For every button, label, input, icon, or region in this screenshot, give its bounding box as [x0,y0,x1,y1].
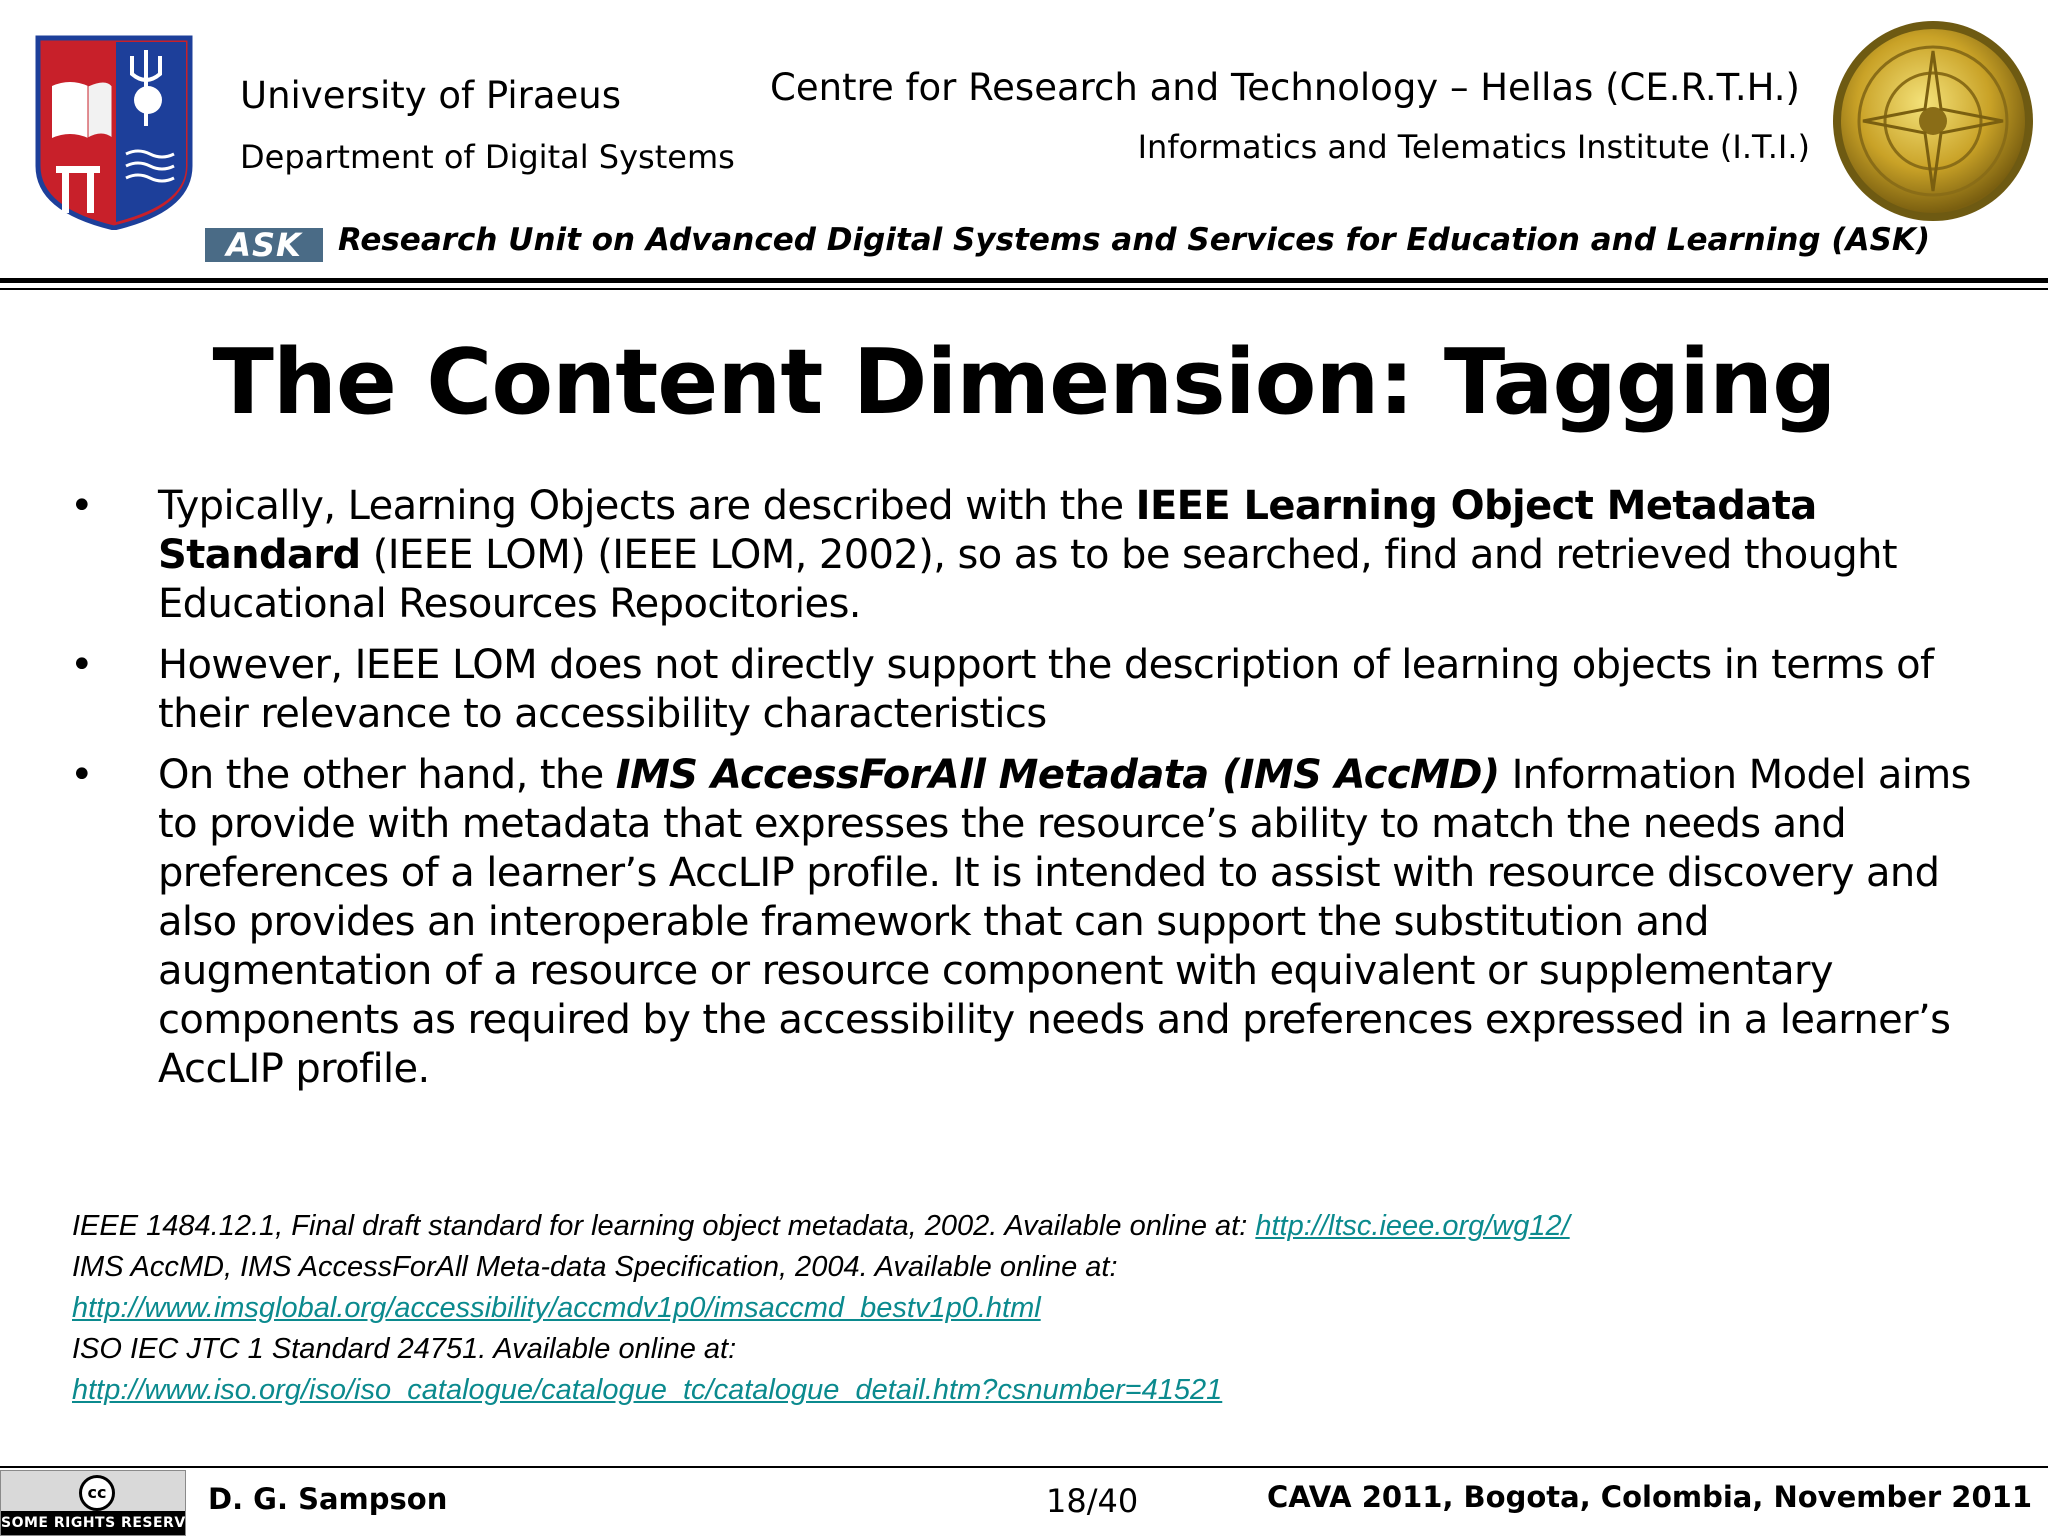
reference-item [72,1247,2032,1288]
bullet-item [70,751,1990,1094]
reference-item [72,1370,2032,1411]
slide-title: The Content Dimension: Tagging [212,330,1836,435]
reference-item [72,1288,2032,1329]
reference-link[interactable]: http://www.imsglobal.org/accessibility/accmdv1p0/imsaccmd_bestv1p0.html [72,1292,1041,1324]
bullet-item [70,641,1990,739]
creative-commons-badge[interactable] [0,1470,208,1536]
footer-author: D. G. Sampson [208,1482,448,1516]
reference-text: IMS AccMD, IMS AccessForAll Meta-data Specification, 2004. Available online at: [72,1251,1118,1283]
ask-badge: ASK [205,228,323,262]
bullet-text: Information Model aims to provide with metadata that expresses the resource’s ability to match the needs and preferences of a learner’s AccLIP profile. It is intended to assist with resource discovery and also provides an interoperable framework that can support the substitution and augmentation of a resource or resource component with equivalent or supplementary components as required by the accessibility needs and preferences expressed in a learner’s AccLIP profile. [158,752,1971,1092]
research-unit-name: Research Unit on Advanced Digital Systems and Services for Education and Learning (ASK) [338,222,1931,258]
certh-seal-icon [1828,16,2038,226]
bullet-item [70,482,1990,629]
bullet-list [70,482,1990,1106]
bullet-icon: • [70,483,93,529]
bullet-bold-italic-text: IMS AccessForAll Metadata (IMS AccMD) [615,752,1500,798]
cc-icon: cc [79,1475,115,1511]
page-number: 18/40 [1046,1482,1139,1520]
bullet-text: On the other hand, the [158,752,616,798]
university-name: University of Piraeus [240,74,621,117]
reference-text: IEEE 1484.12.1, Final draft standard for learning object metadata, 2002. Available online at: [72,1210,1256,1242]
header-divider [0,278,2048,283]
reference-text: ISO IEC JTC 1 Standard 24751. Available online at: [72,1333,737,1365]
bullet-bold-text: IEEE Learning Object Metadata Standard [158,483,1817,578]
reference-item [72,1329,2032,1370]
bullet-text: (IEEE LOM) (IEEE LOM, 2002), so as to be searched, find and retrieved thought Educational Resources Repocitories. [158,532,1897,627]
footer-divider [0,1466,2048,1468]
centre-name: Centre for Research and Technology – Hellas (CE.R.T.H.) [769,66,1800,109]
cc-label: SOME RIGHTS RESERVED [1,1511,185,1535]
reference-item [72,1206,2032,1247]
bullet-text: Typically, Learning Objects are described with the [158,483,1136,529]
institute-name: Informatics and Telematics Institute (I.T.I.) [1137,128,1810,166]
header-divider-thin [0,288,2048,290]
reference-link[interactable]: http://ltsc.ieee.org/wg12/ [1255,1210,1570,1242]
bullet-text: However, IEEE LOM does not directly support the description of learning objects in terms of their relevance to accessibility characteristics [158,642,1934,737]
department-name: Department of Digital Systems [240,138,735,176]
university-crest-icon [34,34,194,230]
references [72,1206,2032,1411]
bullet-icon: • [70,752,93,798]
bullet-icon: • [70,642,93,688]
reference-link[interactable]: http://www.iso.org/iso/iso_catalogue/catalogue_tc/catalogue_detail.htm?csnumber=41521 [72,1374,1223,1406]
footer-event: CAVA 2011, Bogota, Colombia, November 2011 [1266,1480,2032,1514]
